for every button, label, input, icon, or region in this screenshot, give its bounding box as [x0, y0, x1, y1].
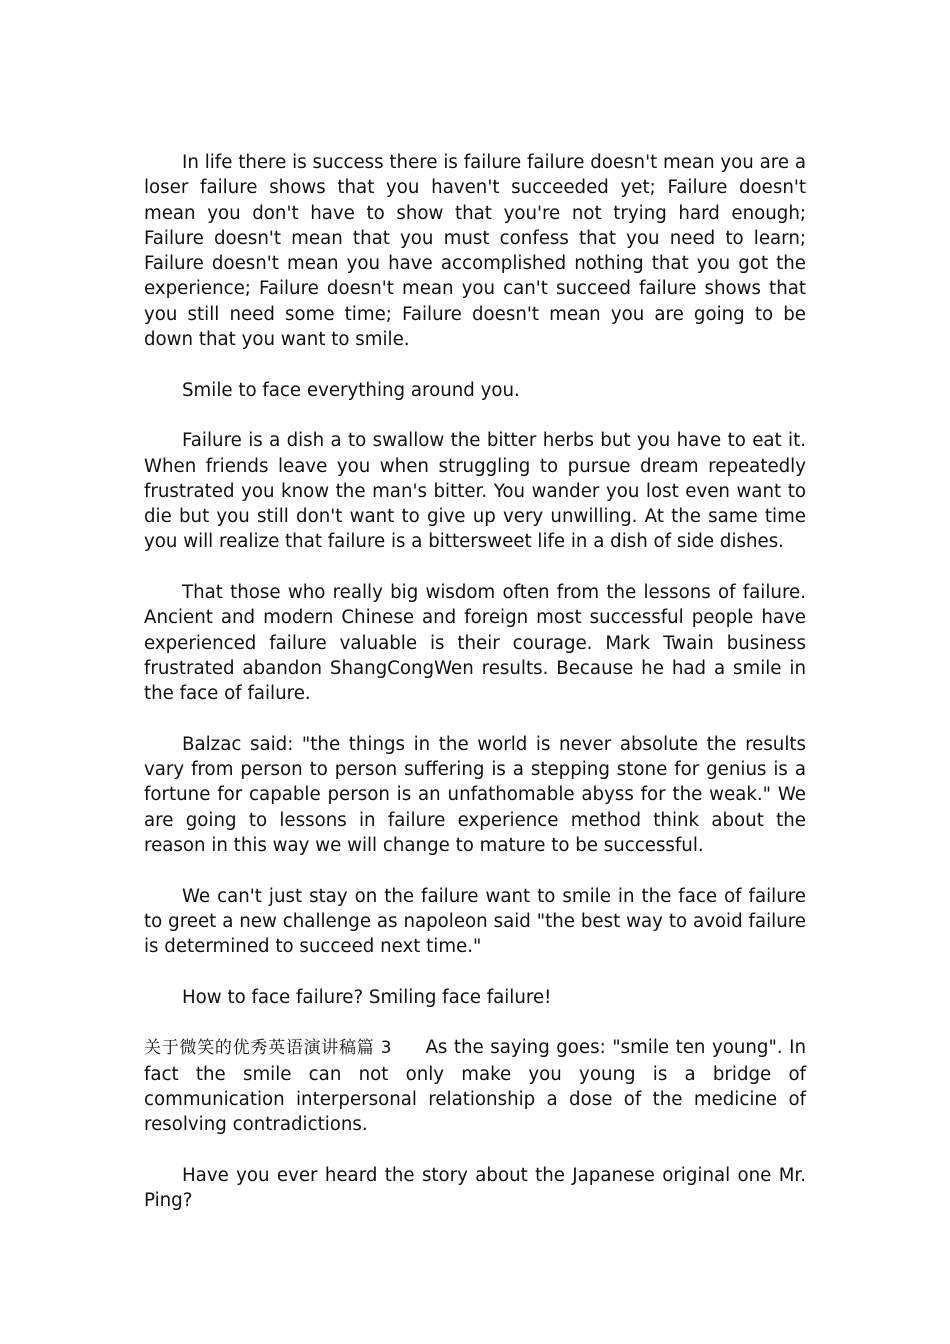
document-page [144, 150, 806, 1239]
section-heading: 关于微笑的优秀英语演讲稿篇 3 [144, 1038, 392, 1059]
paragraph-balzac-quote: Balzac said: "the things in the world is never absolute the results vary from person to person suffering is a stepping stone for genius is a fortune for capable person is an unfathomable abyss for the weak." We are going to lessons in failure experience method think about the reason in this way we will change to mature to be successful. [144, 733, 806, 857]
paragraph-failure-dish: Failure is a dish a to swallow the bitter herbs but you have to eat it. When friends leave you when struggling to pursue dream repeatedly frustrated you know the man's bitter. You wander you lost even want to die but you still don't want to give up very unwilling. At the same time you will realize that failure is a bittersweet life in a dish of side dishes. [144, 430, 806, 553]
paragraph-mr-ping: Have you ever heard the story about the Japanese original one Mr. Ping? [144, 1164, 806, 1212]
paragraph-wisdom-lessons: That those who really big wisdom often from the lessons of failure. Ancient and modern Chinese and foreign most successful people have experienced failure valuable is their courage. Mark Twain business frustrated abandon ShangCongWen results. Because he had a smile in the face of failure. [144, 582, 806, 705]
paragraph-smile-face: Smile to face everything around you. [182, 379, 520, 401]
section-3-text: As the saying goes: "smile ten young". In fact the smile can not only make you young is a bridge of communication interpersonal relationship a dose of the medicine of resolving contradictions. [144, 1037, 806, 1136]
paragraph-failure-meaning: In life there is success there is failure failure doesn't mean you are a loser failure shows that you haven't succeeded yet; Failure doesn't mean you don't have to show that you're not trying hard enough; Failure doesn't mean that you must confess that you need to learn; Failure doesn't mean you have accomplished nothing that you got the experience; Failure doesn't mean you can't succeed failure shows that you still need some time; Failure doesn't mean you are going to be down that you want to smile. [144, 152, 806, 351]
paragraph-section-3 [144, 1035, 806, 1137]
paragraph-how-to-face: How to face failure? Smiling face failure! [182, 986, 552, 1008]
paragraph-napoleon-quote: We can't just stay on the failure want to smile in the face of failure to greet a new challenge as napoleon said "the best way to avoid failure is determined to succeed next time." [144, 885, 806, 958]
